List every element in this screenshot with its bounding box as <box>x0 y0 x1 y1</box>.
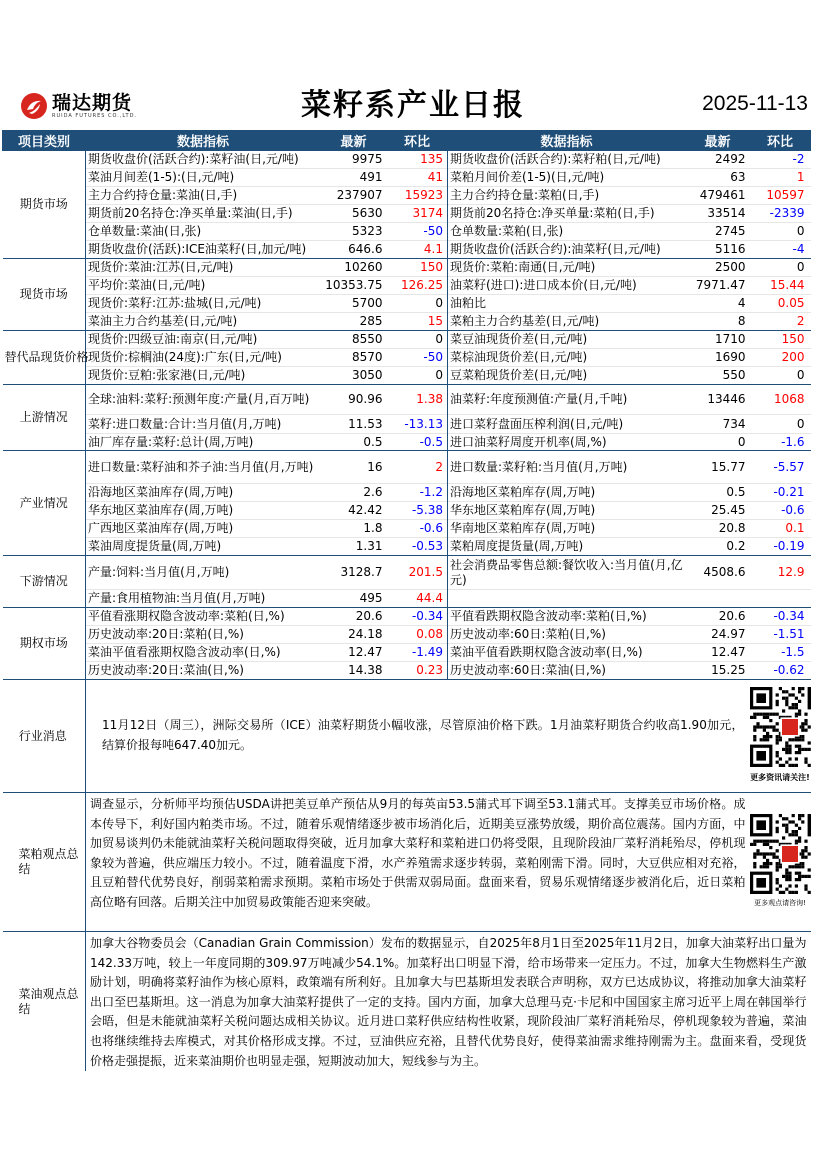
latest-value: 285 <box>321 313 387 331</box>
category-label: 替代品现货价格 <box>3 331 86 385</box>
meal-view-row <box>3 793 811 932</box>
oil-view-text: 加拿大谷物委员会（Canadian Grain Commission）发布的数据显示，自2025年8月1日至2025年11月2日，加拿大油菜籽出口量为142.33万吨，较上一年度同期的309.97万吨减少54.1%。加菜籽出口明显下滑，给市场带来一定压力。不过，加拿大生物燃料生产激励计划，明确将菜籽油作为核心原料，政策端有所利好。且加拿大与巴基斯坦发表联合声明称，双方已达成协议，将推动加拿大油菜籽出口至巴基斯坦。这一消息为加拿大油菜籽提供了一定的支持。国内方面，加拿大总理马克·卡尼和中国国家主席习近平上周在韩国举行会晤，但是未能就油菜籽关税问题达成相关协议。近月进口菜籽供应结构性收紧，现阶段油厂菜籽消耗殆尽，停机现象较为普遍，菜油也将继续维持去库模式，对其价格形成支撑。不过，豆油供应充裕，且替代优势良好，使得菜油需求维持刚需为主。盘面来看，受现货价格走强提振，近来菜油期价也明显走强，短期波动加大，短线参与为主。 <box>90 936 807 1068</box>
latest-value: 13446 <box>686 385 750 415</box>
indicator-name: 华南地区菜粕库存(周,万吨) <box>448 520 686 538</box>
latest-value: 90.96 <box>321 385 387 415</box>
table-row <box>3 415 811 434</box>
latest-value: 10260 <box>321 259 387 277</box>
latest-value: 63 <box>686 169 750 187</box>
change-value: 0 <box>750 259 811 277</box>
latest-value: 25.45 <box>686 502 750 520</box>
table-row <box>3 295 811 313</box>
latest-value: 20.6 <box>686 608 750 626</box>
col-header-category: 项目类别 <box>3 131 86 151</box>
indicator-name: 平值看涨期权隐含波动率:菜粕(日,%) <box>86 608 321 626</box>
latest-value: 5630 <box>321 205 387 223</box>
latest-value: 479461 <box>686 187 750 205</box>
col-header-latest: 最新 <box>321 131 387 151</box>
change-value: 2 <box>750 313 811 331</box>
change-value: 15 <box>387 313 448 331</box>
change-value: 200 <box>750 349 811 367</box>
latest-value: 24.97 <box>686 626 750 644</box>
latest-value: 12.47 <box>321 644 387 662</box>
change-value: -1.51 <box>750 626 811 644</box>
latest-value: 8 <box>686 313 750 331</box>
indicator-name: 油厂库存量:菜籽:总计(周,万吨) <box>86 434 321 451</box>
latest-value: 0.5 <box>686 484 750 502</box>
change-value: 150 <box>750 331 811 349</box>
indicator-name: 菜豆油现货价差(日,元/吨) <box>448 331 686 349</box>
table-row <box>3 434 811 451</box>
table-header-row <box>3 131 811 151</box>
latest-value: 10353.75 <box>321 277 387 295</box>
change-value: 41 <box>387 169 448 187</box>
latest-value: 16 <box>321 451 387 484</box>
change-value: -50 <box>387 223 448 241</box>
indicator-name: 菜油主力合约基差(日,元/吨) <box>86 313 321 331</box>
indicator-name: 沿海地区菜油库存(周,万吨) <box>86 484 321 502</box>
meal-view-label: 菜粕观点总结 <box>3 793 86 932</box>
latest-value: 2745 <box>686 223 750 241</box>
table-row <box>3 662 811 680</box>
indicator-name: 广西地区菜油库存(周,万吨) <box>86 520 321 538</box>
indicator-name: 沿海地区菜粕库存(周,万吨) <box>448 484 686 502</box>
qr-caption2: 更多观点请咨询! <box>754 898 806 907</box>
latest-value: 0.5 <box>321 434 387 451</box>
indicator-name: 平均价:菜油(日,元/吨) <box>86 277 321 295</box>
indicator-name: 仓单数量:菜油(日,张) <box>86 223 321 241</box>
indicator-name: 产量:食用植物油:当月值(月,万吨) <box>86 590 321 608</box>
report-title: 菜籽系产业日报 <box>301 88 525 123</box>
latest-value: 3050 <box>321 367 387 385</box>
data-table <box>2 130 811 1071</box>
latest-value: 5116 <box>686 241 750 259</box>
latest-value: 11.53 <box>321 415 387 434</box>
latest-value: 1690 <box>686 349 750 367</box>
qr-cell <box>750 680 811 793</box>
indicator-name: 历史波动率:60日:菜油(日,%) <box>448 662 686 680</box>
latest-value: 7971.47 <box>686 277 750 295</box>
qr-caption: 更多资讯请关注! <box>750 773 810 782</box>
table-row <box>3 151 811 169</box>
indicator-name: 菜油周度提货量(周,万吨) <box>86 538 321 556</box>
indicator-name <box>448 590 686 608</box>
indicator-name: 进口数量:菜籽油和芥子油:当月值(月,万吨) <box>86 451 321 484</box>
table-row <box>3 644 811 662</box>
change-value: 0 <box>387 331 448 349</box>
indicator-name: 产量:饲料:当月值(月,万吨) <box>86 556 321 590</box>
latest-value: 237907 <box>321 187 387 205</box>
change-value: -50 <box>387 349 448 367</box>
change-value: -4 <box>750 241 811 259</box>
latest-value: 15.25 <box>686 662 750 680</box>
change-value: -0.6 <box>387 520 448 538</box>
change-value: -1.49 <box>387 644 448 662</box>
report-date: 2025-11-13 <box>702 92 808 115</box>
latest-value: 14.38 <box>321 662 387 680</box>
latest-value: 1.31 <box>321 538 387 556</box>
indicator-name: 进口数量:菜籽粕:当月值(月,万吨) <box>448 451 686 484</box>
change-value: -2339 <box>750 205 811 223</box>
change-value: -13.13 <box>387 415 448 434</box>
indicator-name: 期货收盘价(活跃合约):油菜籽(日,元/吨) <box>448 241 686 259</box>
indicator-name: 期货前20名持仓:净买单量:菜粕(日,手) <box>448 205 686 223</box>
change-value: -0.62 <box>750 662 811 680</box>
logo-name: 瑞达期货 <box>52 91 133 114</box>
table-row <box>3 608 811 626</box>
indicator-name: 进口油菜籽周度开机率(周,%) <box>448 434 686 451</box>
latest-value: 12.47 <box>686 644 750 662</box>
latest-value: 2.6 <box>321 484 387 502</box>
indicator-name: 现货价:四级豆油:南京(日,元/吨) <box>86 331 321 349</box>
change-value: 3174 <box>387 205 448 223</box>
col-header-indicator-2: 数据指标 <box>448 131 686 151</box>
latest-value: 20.6 <box>321 608 387 626</box>
change-value: 1.38 <box>387 385 448 415</box>
latest-value: 3128.7 <box>321 556 387 590</box>
category-label: 现货市场 <box>3 259 86 331</box>
change-value: -1.5 <box>750 644 811 662</box>
latest-value: 4 <box>686 295 750 313</box>
latest-value: 1.8 <box>321 520 387 538</box>
change-value: 150 <box>387 259 448 277</box>
change-value: 15923 <box>387 187 448 205</box>
table-row <box>3 626 811 644</box>
logo-subtitle: RUIDA FUTURES CO.,LTD. <box>52 112 138 119</box>
indicator-name: 油菜籽:年度预测值:产量(月,千吨) <box>448 385 686 415</box>
table-row <box>3 187 811 205</box>
latest-value: 5700 <box>321 295 387 313</box>
table-row <box>3 451 811 484</box>
indicator-name: 现货价:棕榈油(24度):广东(日,元/吨) <box>86 349 321 367</box>
change-value: 1 <box>750 169 811 187</box>
indicator-name: 历史波动率:20日:菜油(日,%) <box>86 662 321 680</box>
indicator-name: 菜油月间差(1-5):(日,元/吨) <box>86 169 321 187</box>
latest-value: 15.77 <box>686 451 750 484</box>
indicator-name: 油粕比 <box>448 295 686 313</box>
latest-value: 20.8 <box>686 520 750 538</box>
indicator-name: 现货价:菜籽:江苏:盐城(日,元/吨) <box>86 295 321 313</box>
change-value: -0.34 <box>750 608 811 626</box>
col-header-change-2: 环比 <box>750 131 811 151</box>
latest-value: 4508.6 <box>686 556 750 590</box>
indicator-name: 历史波动率:20日:菜粕(日,%) <box>86 626 321 644</box>
industry-news-text: 11月12日（周三），洲际交易所（ICE）油菜籽期货小幅收涨，尽管原油价格下跌。1月油菜籽期货合约收高1.90加元，结算价报每吨647.40加元。 <box>102 718 744 752</box>
table-row <box>3 331 811 349</box>
change-value: 0.08 <box>387 626 448 644</box>
indicator-name: 现货价:菜油:江苏(日,元/吨) <box>86 259 321 277</box>
indicator-name: 进口菜籽盘面压榨利润(日,元/吨) <box>448 415 686 434</box>
latest-value: 42.42 <box>321 502 387 520</box>
change-value: -5.38 <box>387 502 448 520</box>
table-row <box>3 385 811 415</box>
table-row <box>3 502 811 520</box>
indicator-name: 社会消费品零售总额:餐饮收入:当月值(月,亿元) <box>448 556 686 590</box>
change-value: -1.2 <box>387 484 448 502</box>
meal-view-text: 调查显示，分析师平均预估USDA讲把美豆单产预估从9月的每英亩53.5蒲式耳下调至53.1蒲式耳。支撑美豆市场价格。成本传导下，利好国内粕类市场。不过，随着乐观情绪逐步被市场消化后，近期美豆涨势放缓，期价高位震荡。国内方面，中加贸易谈判仍未能就油菜籽关税问题取得突破，近月加拿大菜籽和菜粕进口仍将受限，且现阶段油厂菜籽消耗殆尽，停机现象较为普遍，供应端压力较小。不过，随着温度下滑，水产养殖需求逐步转弱，菜粕刚需下滑。同时，大豆供应相对充裕，且豆粕替代优势良好，削弱菜粕需求预期。菜粕市场处于供需双弱局面。盘面来看，贸易乐观情绪逐步被消化后，近日菜粕高位略有回落。后期关注中加贸易政策能否迎来突破。 <box>90 797 746 909</box>
indicator-name: 菜粕月间价差(1-5)(日,元/吨) <box>448 169 686 187</box>
indicator-name: 华东地区菜粕库存(周,万吨) <box>448 502 686 520</box>
indicator-name: 全球:油料:菜籽:预测年度:产量(月,百万吨) <box>86 385 321 415</box>
category-label: 期权市场 <box>3 608 86 680</box>
change-value: 0.1 <box>750 520 811 538</box>
change-value: -0.19 <box>750 538 811 556</box>
col-header-latest-2: 最新 <box>686 131 750 151</box>
table-row <box>3 241 811 259</box>
indicator-name: 菜粕主力合约基差(日,元/吨) <box>448 313 686 331</box>
indicator-name: 平值看跌期权隐含波动率:菜粕(日,%) <box>448 608 686 626</box>
indicator-name: 菜籽:进口数量:合计:当月值(月,万吨) <box>86 415 321 434</box>
table-row <box>3 259 811 277</box>
table-row <box>3 367 811 385</box>
report-header <box>0 0 826 130</box>
table-row <box>3 169 811 187</box>
indicator-name: 期货前20名持仓:净买单量:菜油(日,手) <box>86 205 321 223</box>
latest-value: 8550 <box>321 331 387 349</box>
change-value: -0.21 <box>750 484 811 502</box>
indicator-name: 菜油平值看涨期权隐含波动率(日,%) <box>86 644 321 662</box>
category-label: 期货市场 <box>3 151 86 259</box>
qr-code-icon <box>750 814 811 894</box>
category-label: 上游情况 <box>3 385 86 451</box>
change-value: 0 <box>387 367 448 385</box>
latest-value: 24.18 <box>321 626 387 644</box>
oil-view-row <box>3 932 811 1072</box>
latest-value: 2492 <box>686 151 750 169</box>
indicator-name: 华东地区菜油库存(周,万吨) <box>86 502 321 520</box>
indicator-name: 主力合约持仓量:菜粕(日,手) <box>448 187 686 205</box>
table-row <box>3 313 811 331</box>
category-label: 下游情况 <box>3 556 86 608</box>
table-row <box>3 520 811 538</box>
indicator-name: 仓单数量:菜粕(日,张) <box>448 223 686 241</box>
change-value: -0.34 <box>387 608 448 626</box>
latest-value: 0.2 <box>686 538 750 556</box>
change-value: 4.1 <box>387 241 448 259</box>
change-value: -0.6 <box>750 502 811 520</box>
change-value: 0 <box>387 295 448 313</box>
change-value: 126.25 <box>387 277 448 295</box>
indicator-name: 现货价:豆粕:张家港(日,元/吨) <box>86 367 321 385</box>
latest-value: 2500 <box>686 259 750 277</box>
industry-news-row <box>3 680 811 793</box>
change-value: 0 <box>750 223 811 241</box>
change-value: 10597 <box>750 187 811 205</box>
change-value: 1068 <box>750 385 811 415</box>
indicator-name: 期货收盘价(活跃):ICE油菜籽(日,加元/吨) <box>86 241 321 259</box>
qr-code-icon <box>750 687 811 767</box>
latest-value <box>686 590 750 608</box>
category-label: 产业情况 <box>3 451 86 556</box>
indicator-name: 期货收盘价(活跃合约):菜籽粕(日,元/吨) <box>448 151 686 169</box>
change-value: -2 <box>750 151 811 169</box>
table-row <box>3 590 811 608</box>
change-value: 2 <box>387 451 448 484</box>
indicator-name: 菜棕油现货价差(日,元/吨) <box>448 349 686 367</box>
change-value: -0.5 <box>387 434 448 451</box>
latest-value: 734 <box>686 415 750 434</box>
table-row <box>3 538 811 556</box>
table-row <box>3 277 811 295</box>
qr-cell <box>750 793 811 932</box>
latest-value: 1710 <box>686 331 750 349</box>
latest-value: 33514 <box>686 205 750 223</box>
change-value: 44.4 <box>387 590 448 608</box>
indicator-name: 菜粕周度提货量(周,万吨) <box>448 538 686 556</box>
col-header-change: 环比 <box>387 131 448 151</box>
indicator-name: 菜油平值看跌期权隐含波动率(日,%) <box>448 644 686 662</box>
latest-value: 491 <box>321 169 387 187</box>
change-value: 135 <box>387 151 448 169</box>
table-row <box>3 223 811 241</box>
change-value: -0.53 <box>387 538 448 556</box>
table-row <box>3 556 811 590</box>
change-value: 201.5 <box>387 556 448 590</box>
indicator-name: 期货收盘价(活跃合约):菜籽油(日,元/吨) <box>86 151 321 169</box>
change-value: 0 <box>750 367 811 385</box>
change-value: 15.44 <box>750 277 811 295</box>
latest-value: 8570 <box>321 349 387 367</box>
change-value: 12.9 <box>750 556 811 590</box>
indicator-name: 油菜籽(进口):进口成本价(日,元/吨) <box>448 277 686 295</box>
col-header-indicator: 数据指标 <box>86 131 321 151</box>
change-value <box>750 590 811 608</box>
table-row <box>3 349 811 367</box>
latest-value: 495 <box>321 590 387 608</box>
latest-value: 550 <box>686 367 750 385</box>
table-row <box>3 205 811 223</box>
indicator-name: 豆菜粕现货价差(日,元/吨) <box>448 367 686 385</box>
change-value: 0.23 <box>387 662 448 680</box>
oil-view-label: 菜油观点总结 <box>3 932 86 1072</box>
change-value: 0 <box>750 415 811 434</box>
latest-value: 0 <box>686 434 750 451</box>
latest-value: 5323 <box>321 223 387 241</box>
indicator-name: 主力合约持仓量:菜油(日,手) <box>86 187 321 205</box>
indicator-name: 现货价:菜粕:南通(日,元/吨) <box>448 259 686 277</box>
change-value: 0.05 <box>750 295 811 313</box>
indicator-name: 历史波动率:60日:菜粕(日,%) <box>448 626 686 644</box>
latest-value: 646.6 <box>321 241 387 259</box>
change-value: -5.57 <box>750 451 811 484</box>
change-value: -1.6 <box>750 434 811 451</box>
table-row <box>3 484 811 502</box>
industry-news-label: 行业消息 <box>3 680 86 793</box>
latest-value: 9975 <box>321 151 387 169</box>
